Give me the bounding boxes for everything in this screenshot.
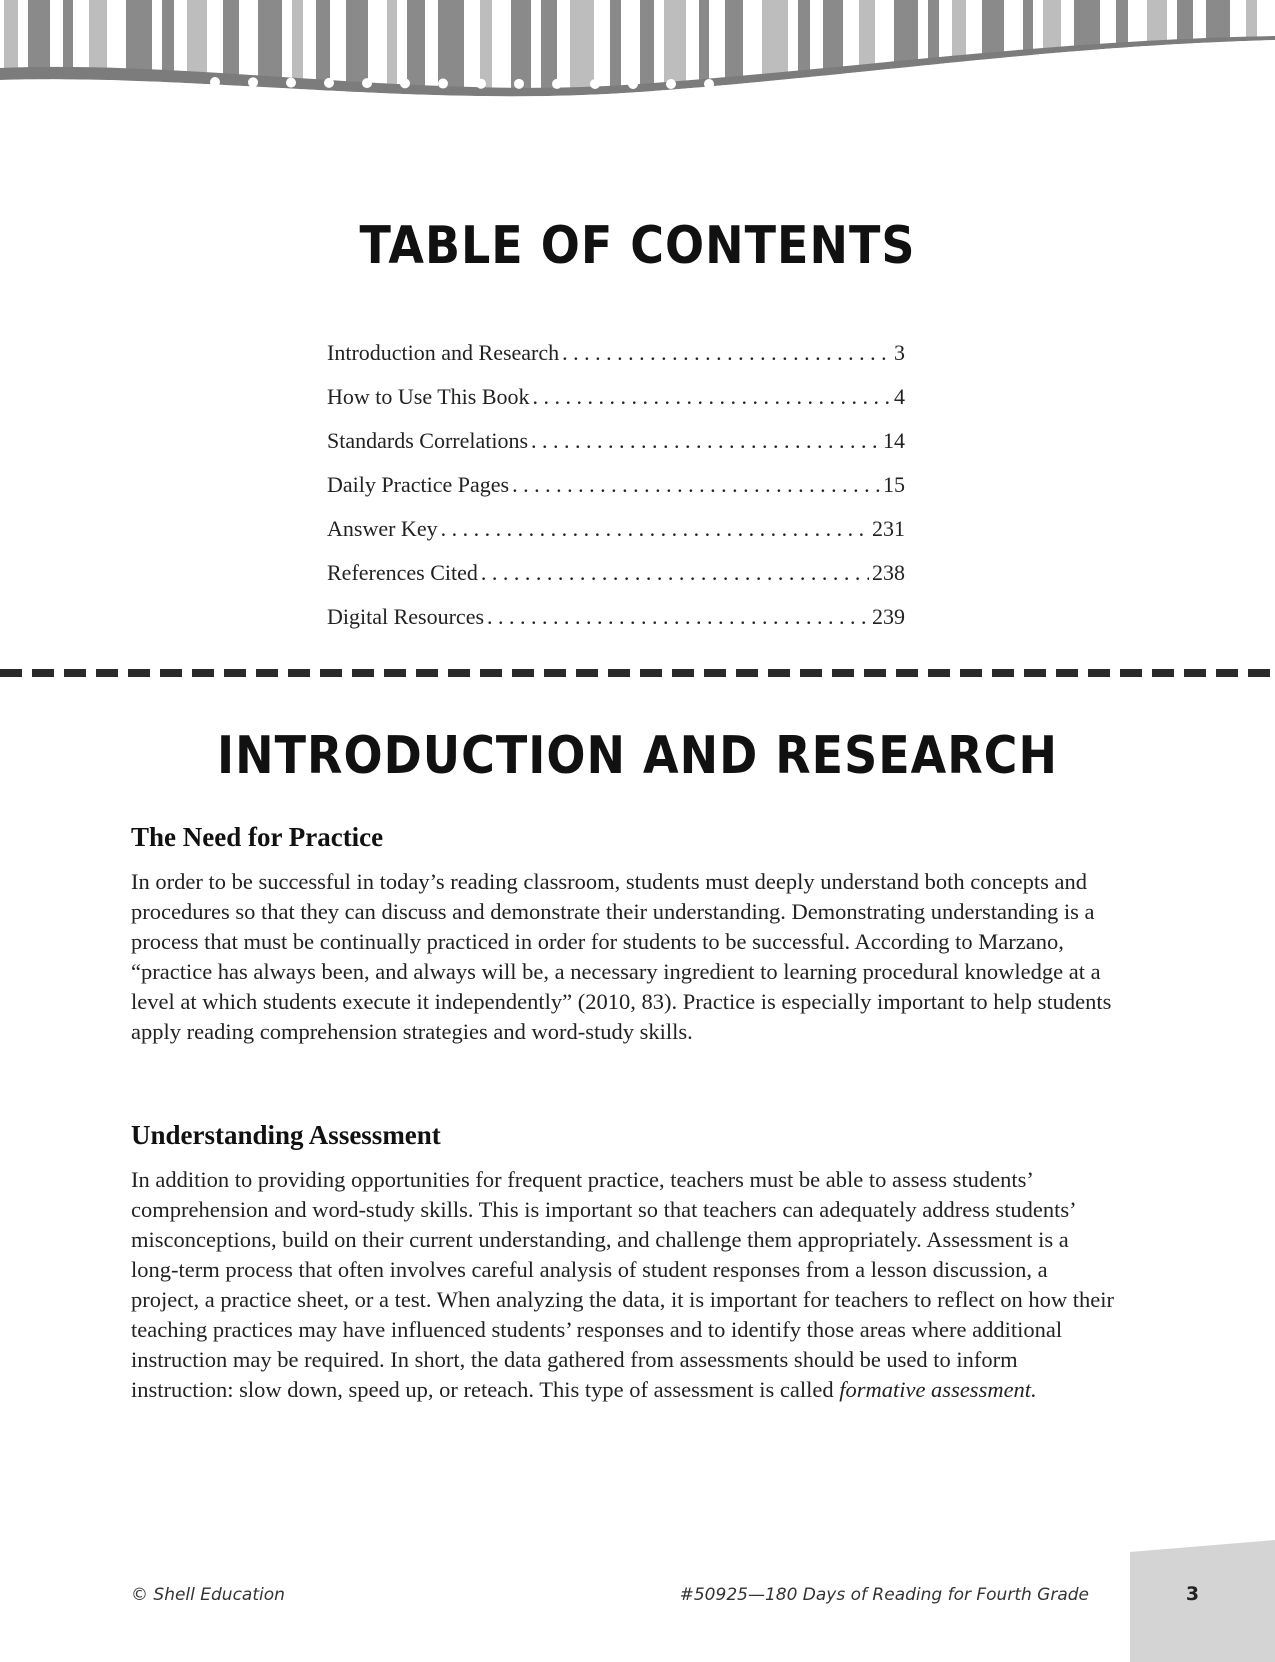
toc-entry[interactable]	[327, 384, 905, 428]
banner-dot	[590, 79, 600, 89]
toc-list	[327, 340, 905, 648]
toc-dot-leader	[531, 428, 880, 454]
toc-entry[interactable]	[327, 472, 905, 516]
banner-dot	[476, 79, 486, 89]
section-understanding-assessment	[131, 1120, 1131, 1405]
banner-stripe	[480, 0, 492, 92]
banner-dot	[666, 79, 676, 89]
toc-entry-page: 238	[872, 560, 905, 585]
toc-entry-label: Digital Resources	[327, 604, 485, 629]
banner-stripe	[511, 0, 531, 92]
toc-entry[interactable]	[327, 604, 905, 648]
section-heading: The Need for Practice	[131, 822, 384, 852]
section-body-text: In addition to providing opportunities for frequent practice, teachers must be able to assess students’ comprehension and word-study skills. This is important so that teachers can adequately address students’ misconceptions, build on their current understanding, and challenge them appropriately. Assessment is a long-term process that often involves careful analysis of student responses from a lesson discussion, a project, a practice sheet, or a test. When analyzing the data, it is important for teachers to reflect on how their teaching practices may have influenced students’ responses and to identify those areas where additional instruction may be required. In short, the data gathered from assessments should be used to inform instruction: slow down, speed up, or reteach. This type of assessment is called	[131, 1167, 1114, 1402]
intro-title: INTRODUCTION AND RESEARCH	[217, 724, 1058, 786]
toc-entry-label: How to Use This Book	[327, 384, 530, 409]
toc-entry-page: 4	[894, 384, 905, 409]
banner-dot	[704, 79, 714, 89]
footer-publisher: © Shell Education	[131, 1585, 285, 1605]
banner-dot	[514, 79, 524, 89]
banner-stripe	[541, 0, 557, 92]
banner-stripe	[610, 0, 621, 92]
toc-dot-leader	[512, 472, 880, 498]
toc-entry[interactable]	[327, 560, 905, 604]
toc-dot-leader	[487, 604, 869, 630]
section-body-emphasis: formative assessment.	[839, 1377, 1037, 1402]
section-divider	[0, 669, 1275, 677]
toc-entry-page: 14	[883, 428, 905, 453]
banner-dot	[324, 78, 334, 88]
toc-entry-page: 231	[872, 516, 905, 541]
footer-book-title: #50925—180 Days of Reading for Fourth Grade	[679, 1585, 1089, 1605]
banner-stripe	[640, 0, 654, 92]
banner-stripe	[387, 0, 397, 92]
toc-dot-leader	[441, 516, 869, 542]
toc-entry-page: 15	[883, 472, 905, 497]
page-number: 3	[1185, 1583, 1200, 1605]
section-body	[131, 1165, 1116, 1405]
toc-entry-label: Daily Practice Pages	[327, 472, 510, 497]
section-need-for-practice	[131, 822, 1131, 1047]
banner-stripe	[699, 0, 709, 92]
section-body: In order to be successful in today’s reading classroom, students must deeply understand both concepts and procedures so that they can discuss and demonstrate their understanding. Demonstrating understanding is a process that must be continually practiced in order for students to be successful. According to Marzano, “practice has always been, and always will be, a necessary ingredient to learning procedural knowledge at a level at which students execute it independently” (2010, 83). Practice is especially important to help students apply reading comprehension strategies and word-study skills.	[131, 869, 1112, 1044]
toc-entry-page: 3	[894, 340, 905, 365]
toc-dot-leader	[562, 340, 891, 366]
banner-dot	[248, 77, 258, 87]
banner-dot	[438, 79, 448, 89]
toc-entry-page: 239	[872, 604, 905, 629]
banner-dot	[286, 78, 296, 88]
banner-dot	[210, 77, 220, 87]
toc-entry-label: Introduction and Research	[327, 340, 560, 365]
toc-entry-label: Standards Correlations	[327, 428, 529, 453]
toc-entry-label: Answer Key	[327, 516, 438, 541]
header-banner	[0, 0, 1275, 110]
banner-dot	[362, 78, 372, 88]
banner-dot	[552, 79, 562, 89]
toc-entry[interactable]	[327, 428, 905, 472]
section-heading: Understanding Assessment	[131, 1120, 441, 1150]
banner-stripe	[407, 0, 425, 92]
banner-stripe	[570, 0, 594, 92]
toc-dot-leader	[481, 560, 869, 586]
banner-dot	[400, 78, 410, 88]
banner-stripe	[438, 0, 464, 92]
banner-stripe	[346, 0, 368, 92]
banner-dot	[628, 79, 638, 89]
gray-stripes-wave-banner-icon	[0, 0, 1275, 110]
toc-entry-label: References Cited	[327, 560, 478, 585]
banner-stripe	[664, 0, 686, 92]
toc-title: TABLE OF CONTENTS	[359, 214, 916, 276]
toc-entry[interactable]	[327, 516, 905, 560]
toc-entry[interactable]	[327, 340, 905, 384]
toc-dot-leader	[533, 384, 892, 410]
